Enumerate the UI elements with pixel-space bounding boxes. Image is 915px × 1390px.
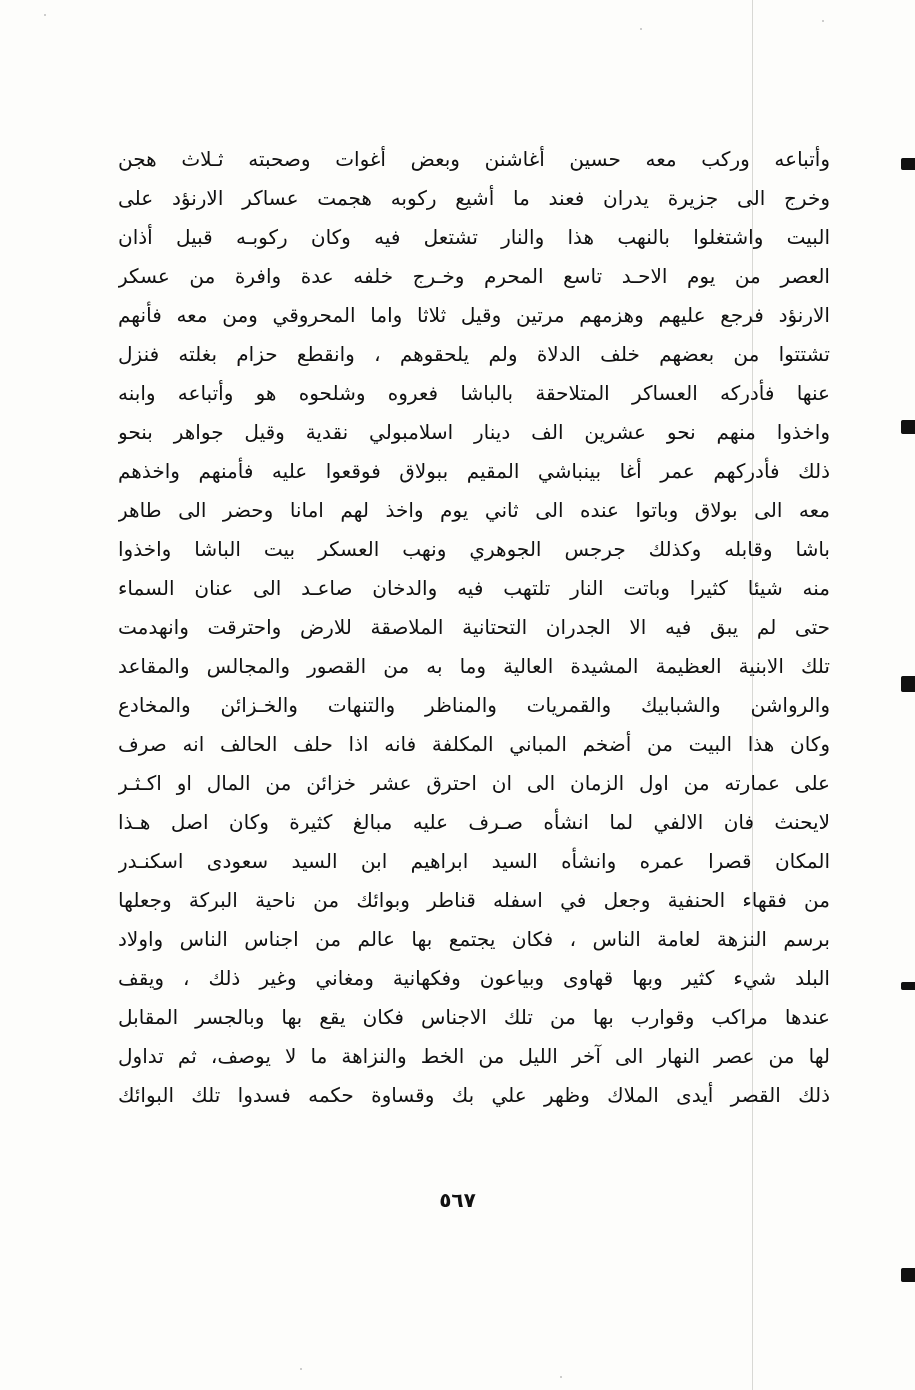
text-line: البيت واشتغلوا بالنهب هذا والنار تشتعل فيه وكان ركوبـه قبيل أذان (118, 225, 830, 249)
text-line: تشتتوا من بعضهم خلف الدلاة ولم يلحقوهم ، وانقطع حزام بغلته فنزل (118, 342, 830, 366)
text-line: لها من عصر النهار الى آخر الليل من الخط والنزاهة ما لا يوصف، ثم تداول (118, 1044, 830, 1068)
text-line: وكان هذا البيت من أضخم المباني المكلفة فانه اذا حلف الحالف انه صرف (118, 732, 830, 756)
binding-mark (901, 420, 915, 434)
text-line: على عمارته من اول الزمان الى ان احترق عشر خزائن من المال او اكـثـر (118, 771, 830, 795)
paper-speck (560, 1376, 562, 1378)
text-line: برسم النزهة لعامة الناس ، فكان يجتمع بها عالم من اجناس الناس واولاد (118, 927, 830, 951)
text-line: ذلك فأدركهم عمر أغا بينباشي المقيم ببولاق فوقعوا عليه فأمنهم واخذهم (118, 459, 830, 483)
binding-mark (901, 676, 915, 692)
paper-speck (300, 1368, 302, 1370)
main-text-block (118, 140, 830, 1115)
binding-mark (901, 158, 915, 170)
text-line: منه شيئا كثيرا وباتت النار تلتهب فيه والدخان صاعـد الى عنان السماء (118, 576, 830, 600)
text-line: حتى لم يبق فيه الا الجدران التحتانية الملاصقة للارض واحترقت وانهدمت (118, 615, 830, 639)
text-line: عنها فأدركه العساكر المتلاحقة بالباشا فعروه وشلحوه هو وأتباعه وابنه (118, 381, 830, 405)
text-line: لايحنث فان الالفي لما انشأه صـرف عليه مبالغ كثيرة وكان اصل هـذا (118, 810, 830, 834)
text-line: معه الى بولاق وباتوا عنده الى ثاني يوم واخذ لهم امانا وحضر الى طاهر (118, 498, 830, 522)
text-line: الارنؤد فرجع عليهم وهزمهم مرتين وقيل ثلاثا واما المحروقي ومن معه فأنهم (118, 303, 830, 327)
binding-mark (901, 1268, 915, 1282)
paper-speck (44, 14, 46, 16)
text-line: المكان قصرا عمره وانشأه السيد ابراهيم ابن السيد سعودى اسكنـدر (118, 849, 830, 873)
text-line: تلك الابنية العظيمة المشيدة العالية وما به من القصور والمجالس والمقاعد (118, 654, 830, 678)
text-line: والرواشن والشبابيك والقمريات والمناظر والتنهات والخـزائن والمخادع (118, 693, 830, 717)
text-line: العصر من يوم الاحـد تاسع المحرم وخـرج خلفه عدة وافرة من عسكر (118, 264, 830, 288)
text-line: واخذوا منهم نحو عشرين الف دينار اسلامبولي نقدية وقيل جواهر بنحو (118, 420, 830, 444)
page-number: ٥٦٧ (439, 1188, 476, 1212)
text-line: وخرج الى جزيرة يدران فعند ما أشيع ركوبه هجمت عساكر الارنؤد على (118, 186, 830, 210)
paper-speck (640, 28, 642, 30)
binding-mark (901, 982, 915, 990)
paper-speck (822, 20, 824, 22)
text-line: من فقهاء الحنفية وجعل في اسفله قناطر وبوائك من ناحية البركة وجعلها (118, 888, 830, 912)
text-line: البلد شيء كثير وبها قهاوى وبياعون وفكهانية ومغاني وغير ذلك ، ويقف (118, 966, 830, 990)
text-line: وأتباعه وركب معه حسين أغاشنن وبعض أغوات وصحبته ثـلاث هجن (118, 147, 830, 171)
text-line: عندها مراكب وقوارب بها من تلك الاجناس فكان يقع بها وبالجسر المقابل (118, 1005, 830, 1029)
text-line: باشا وقابله وكذلك جرجس الجوهري ونهب العسكر بيت الباشا واخذوا (118, 537, 830, 561)
text-line: ذلك القصر أيدى الملاك وظهر علي بك وقساوة حكمه فسدوا تلك البوائك (118, 1083, 830, 1107)
